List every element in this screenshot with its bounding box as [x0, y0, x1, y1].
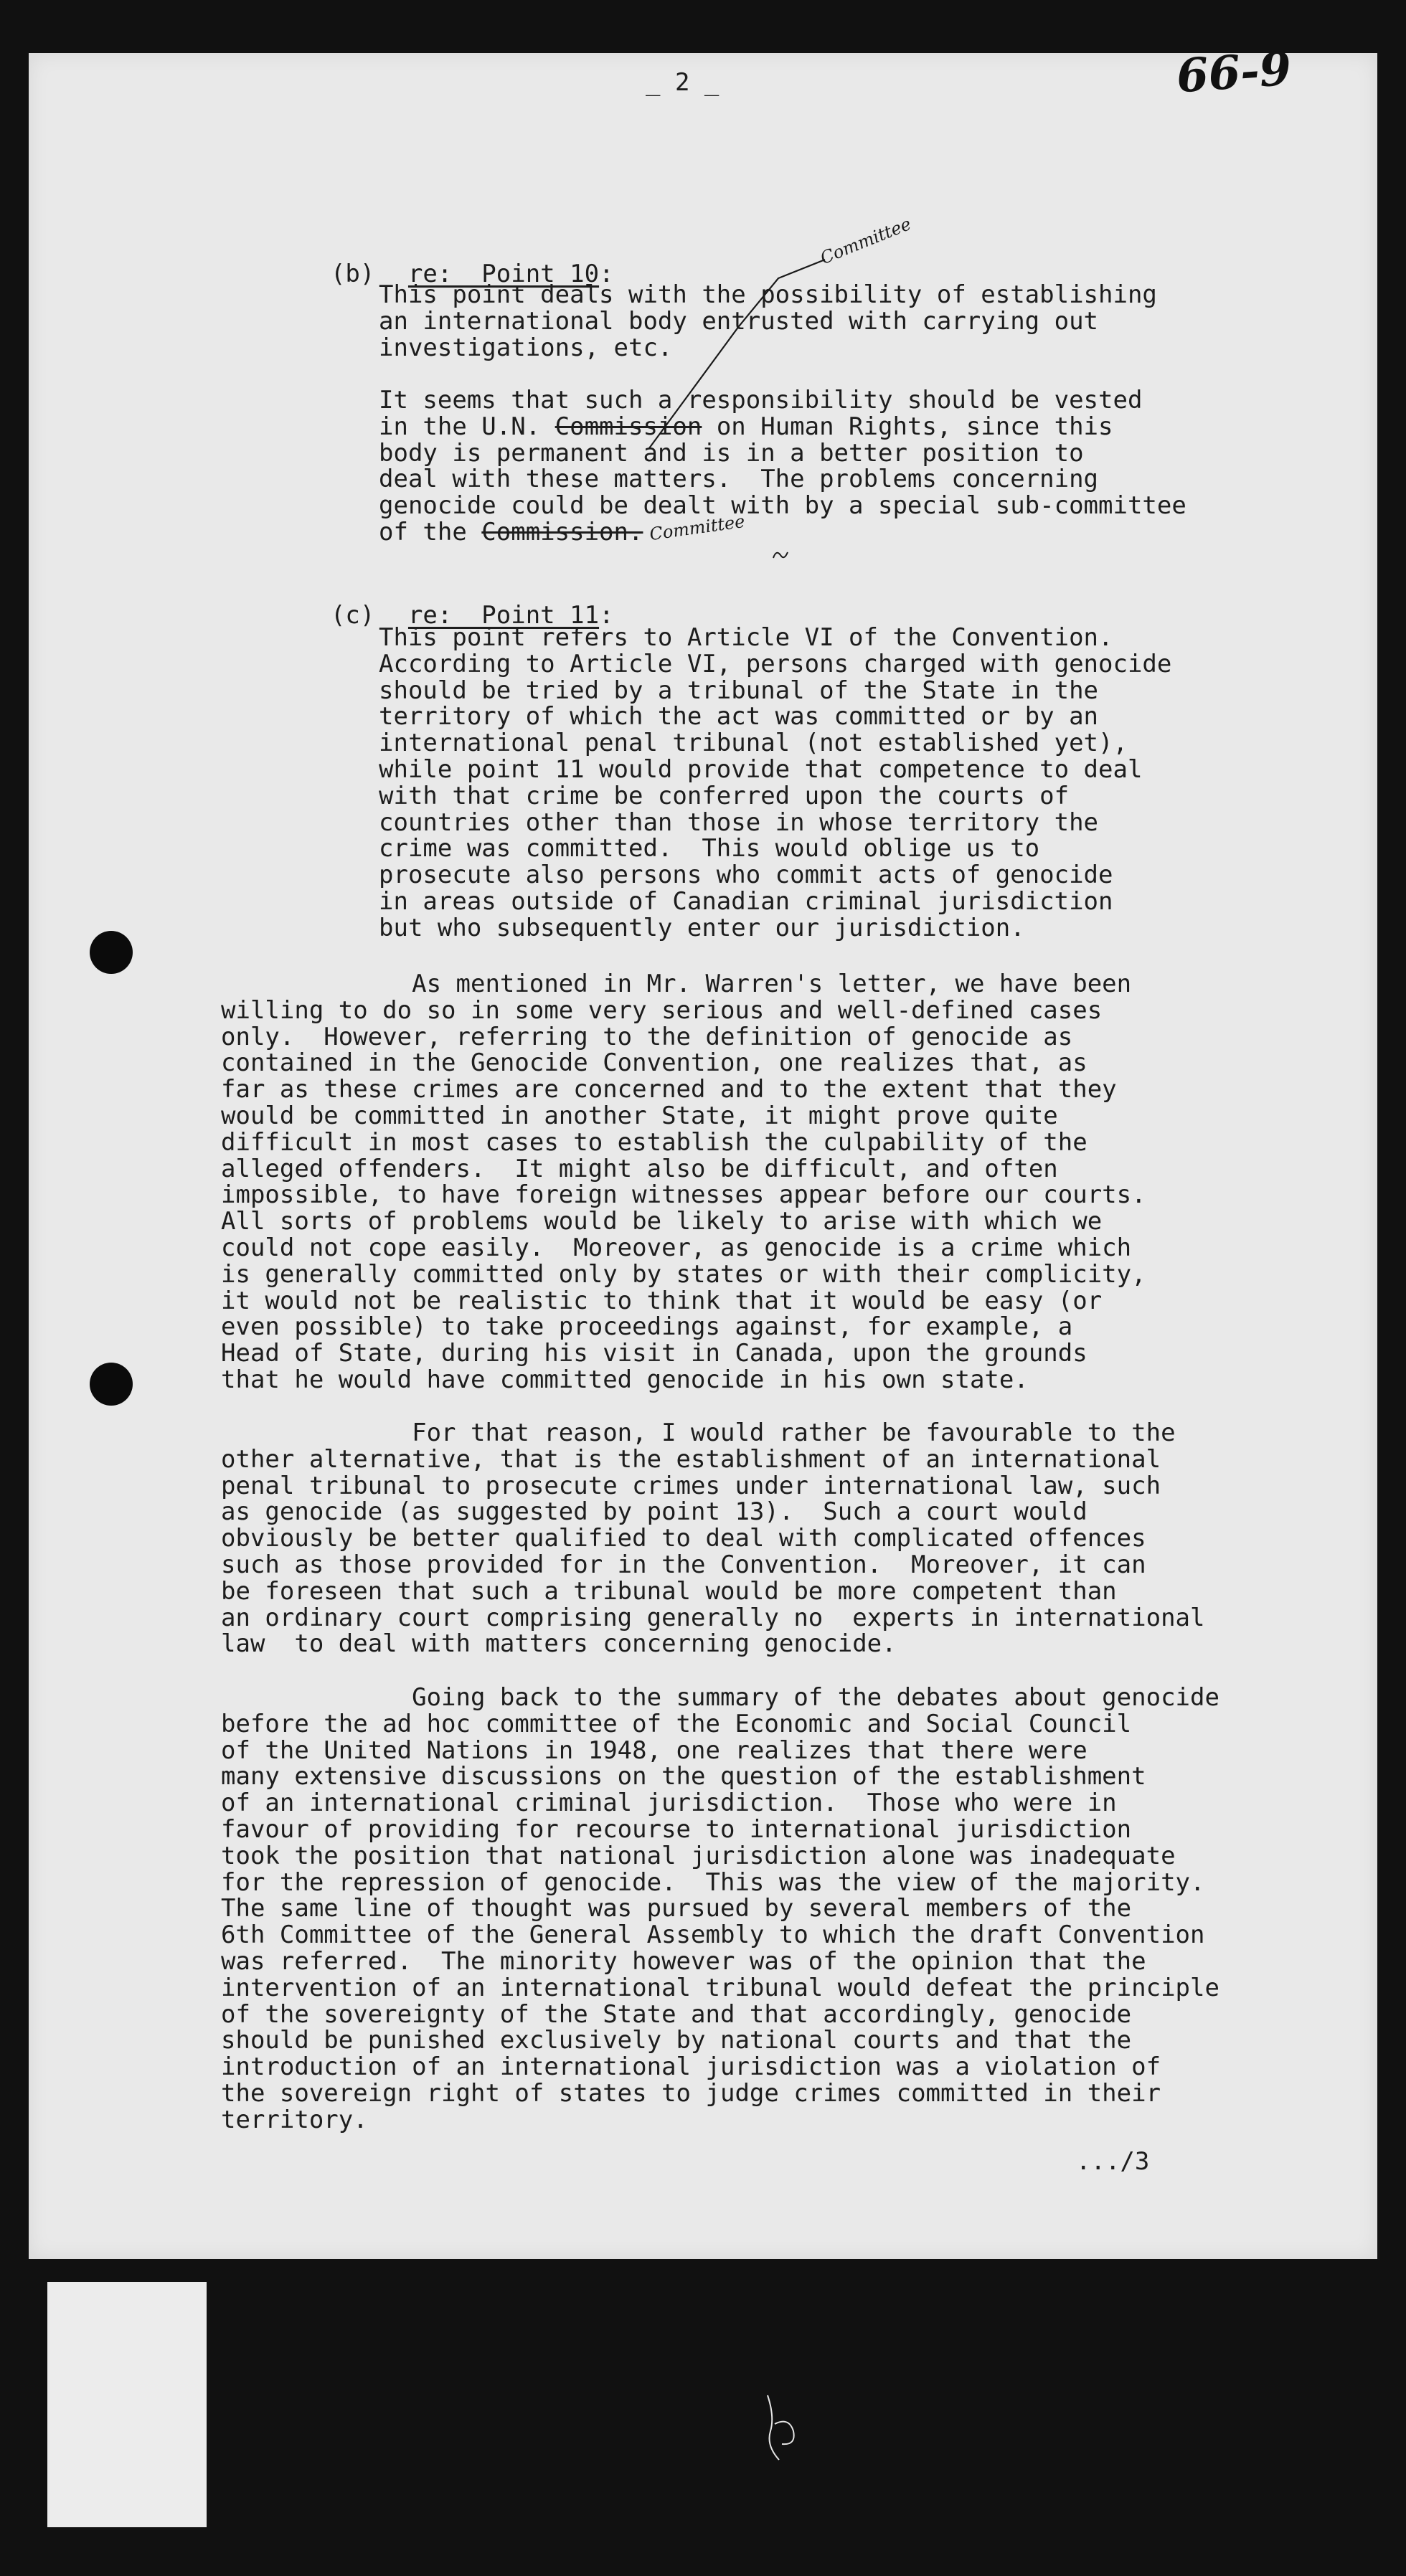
- film-scratch-mark: [753, 2388, 811, 2467]
- text-line: crime was committed. This would oblige us to: [379, 834, 1040, 863]
- text-line: countries other than those in whose territory the: [379, 808, 1099, 837]
- text-line: law to deal with matters concerning genocide.: [221, 1629, 897, 1659]
- text-line: be foreseen that such a tribunal would be more competent than: [221, 1576, 1117, 1606]
- text-line: should be punished exclusively by national courts and that the: [221, 2026, 1132, 2055]
- section-heading-colon: :: [599, 260, 614, 288]
- body-paragraph-3: [221, 1685, 1219, 2134]
- text-line: of an international criminal jurisdiction. Those who were in: [221, 1789, 1117, 1818]
- text-line: territory.: [221, 2105, 368, 2134]
- section-heading-colon: :: [599, 601, 614, 630]
- text-line: All sorts of problems would be likely to arise with which we: [221, 1207, 1103, 1236]
- struck-word-commission: Commission.: [481, 517, 643, 546]
- text-line: with that crime be conferred upon the courts of: [379, 781, 1070, 810]
- text-line: For that reason, I would rather be favourable to the: [221, 1419, 1176, 1447]
- section-c-paragraph: [379, 625, 1171, 942]
- text-line: prosecute also persons who commit acts of genocide: [379, 861, 1113, 890]
- text-line: of the sovereignty of the State and that accordingly, genocide: [221, 1999, 1132, 2029]
- text-line: an international body entrusted with carrying out: [379, 306, 1099, 336]
- text-line: the sovereign right of states to judge crimes committed in their: [221, 2078, 1161, 2108]
- punch-hole-bottom: [90, 1363, 133, 1406]
- text-line: investigations, etc.: [379, 333, 673, 362]
- page-number: _ 2 _: [646, 68, 719, 97]
- text-line: only. However, referring to the definition of genocide as: [221, 1022, 1073, 1051]
- text-line: far as these crimes are concerned and to the extent that they: [221, 1075, 1117, 1104]
- text-line: This point refers to Article VI of the Convention.: [379, 623, 1113, 652]
- text-line: alleged offenders. It might also be difficult, and often: [221, 1154, 1058, 1183]
- text-line: it would not be realistic to think that it would be easy (or: [221, 1286, 1103, 1315]
- text-line: that he would have committed genocide in his own state.: [221, 1365, 1029, 1394]
- text-line: territory of which the act was committed or by an: [379, 702, 1099, 731]
- text-line: deal with these matters. The problems concerning: [379, 465, 1099, 494]
- section-c-label: [301, 572, 374, 630]
- handwritten-committee-inline: Committee: [648, 511, 747, 545]
- text-line: even possible) to take proceedings against, for example, a: [221, 1312, 1073, 1342]
- text-line: This point deals with the possibility of establishing: [379, 280, 1157, 309]
- handwritten-reference-mark: 66-9: [1174, 42, 1293, 104]
- text-line: such as those provided for in the Convention. Moreover, it can: [221, 1550, 1146, 1579]
- body-paragraph-2: [221, 1420, 1204, 1657]
- text-line: an ordinary court comprising generally no experts in international: [221, 1603, 1205, 1632]
- text-line: difficult in most cases to establish the culpability of the: [221, 1127, 1087, 1157]
- text-line: impossible, to have foreign witnesses appear before our courts.: [221, 1180, 1146, 1210]
- text-line: should be tried by a tribunal of the State in the: [379, 676, 1099, 705]
- text-line: would be committed in another State, it might prove quite: [221, 1101, 1058, 1130]
- text-line: As mentioned in Mr. Warren's letter, we have been: [221, 970, 1132, 998]
- text-line: but who subsequently enter our jurisdiction.: [379, 913, 1025, 942]
- section-label-letter: (b): [330, 260, 375, 288]
- text-line: It seems that such a responsibility should be vested: [379, 386, 1143, 415]
- text-line: in the U.N.: [379, 412, 555, 441]
- text-line: intervention of an international tribunal would defeat the principle: [221, 1973, 1219, 2002]
- text-line: of the United Nations in 1948, one realizes that there were: [221, 1736, 1087, 1765]
- text-line: contained in the Genocide Convention, one realizes that, as: [221, 1048, 1087, 1078]
- text-line: 6th Committee of the General Assembly to which the draft Convention: [221, 1921, 1205, 1950]
- section-heading-text: re: Point 11: [407, 601, 600, 630]
- text-line: penal tribunal to prosecute crimes under international law, such: [221, 1471, 1161, 1500]
- text-line: obviously be better qualified to deal with complicated offences: [221, 1524, 1146, 1553]
- text-line: body is permanent and is in a better position to: [379, 438, 1084, 468]
- text-line: According to Article VI, persons charged with genocide: [379, 649, 1172, 678]
- section-heading-text: re: Point 10: [407, 260, 600, 288]
- text-line: in areas outside of Canadian criminal jurisdiction: [379, 886, 1113, 916]
- continuation-marker: .../3: [1076, 2147, 1150, 2176]
- punch-hole-top: [90, 931, 133, 974]
- text-line: is generally committed only by states or with their complicity,: [221, 1259, 1146, 1289]
- text-line: genocide could be dealt with by a special sub-committee: [379, 491, 1186, 521]
- section-c-heading: [379, 572, 614, 630]
- text-line: as genocide (as suggested by point 13). Such a court would: [221, 1497, 1087, 1527]
- text-line: of the: [379, 517, 482, 546]
- text-line: took the position that national jurisdiction alone was inadequate: [221, 1841, 1176, 1870]
- text-line: was referred. The minority however was of the opinion that the: [221, 1946, 1146, 1976]
- section-label-letter: (c): [330, 601, 375, 630]
- text-line: other alternative, that is the establishment of an international: [221, 1444, 1161, 1474]
- text-line: favour of providing for recourse to international jurisdiction: [221, 1814, 1132, 1844]
- text-line: introduction of an international jurisdiction was a violation of: [221, 2052, 1161, 2082]
- text-line: international penal tribunal (not established yet),: [379, 729, 1128, 758]
- text-line: many extensive discussions on the question of the establishment: [221, 1762, 1146, 1791]
- handwritten-insertion-stroke: [0, 0, 1406, 574]
- text-line: for the repression of genocide. This was the view of the majority.: [221, 1867, 1205, 1897]
- text-line: Head of State, during his visit in Canada, upon the grounds: [221, 1339, 1087, 1368]
- text-line: on Human Rights, since this: [702, 412, 1113, 441]
- text-line: Going back to the summary of the debates about genocide: [221, 1683, 1219, 1712]
- text-line: willing to do so in some very serious and well-defined cases: [221, 995, 1103, 1025]
- text-line: before the ad hoc committee of the Economic and Social Council: [221, 1709, 1132, 1738]
- body-paragraph-1: [221, 971, 1146, 1393]
- text-line: while point 11 would provide that competence to deal: [379, 754, 1143, 784]
- text-line: could not cope easily. Moreover, as genocide is a crime which: [221, 1233, 1132, 1262]
- handwritten-committee-top: Committee: [817, 213, 915, 269]
- text-line: The same line of thought was pursued by several members of the: [221, 1894, 1132, 1923]
- struck-word-commission: Commission: [555, 412, 702, 441]
- film-leader-tab: [47, 2282, 207, 2527]
